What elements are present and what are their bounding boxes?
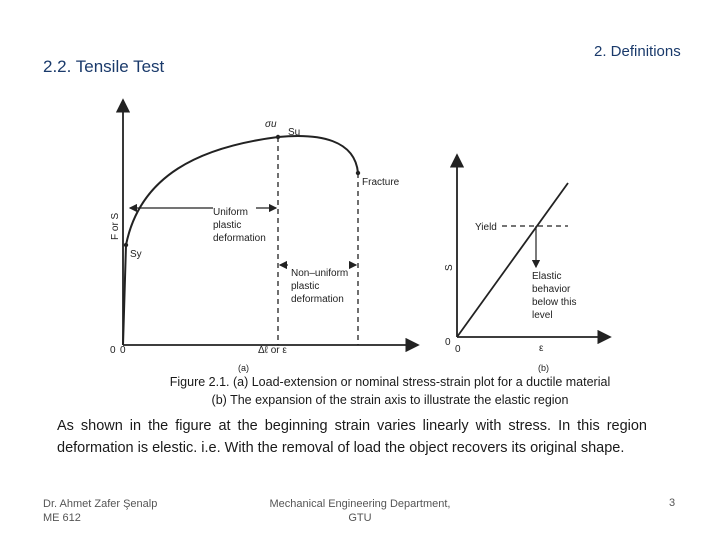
panel-a-sigma-u: σu <box>265 119 277 130</box>
panel-a-yield-point <box>124 243 128 247</box>
footer-department-block <box>255 497 465 525</box>
elastic-label-3: below this <box>532 297 577 308</box>
page-number: 3 <box>669 497 676 509</box>
slide-title: 2.2. Tensile Test <box>43 57 165 76</box>
nonuniform-label-1: Non–uniform <box>291 268 349 279</box>
panel-a-su-label: Su <box>288 127 301 138</box>
uniform-label-2: plastic <box>213 220 242 231</box>
panel-b-tag: (b) <box>538 363 549 373</box>
panel-a-x-origin: 0 <box>120 345 126 356</box>
nonuniform-label-3: deformation <box>291 294 344 305</box>
panel-a-peak-point <box>276 135 280 139</box>
footer-course: ME 612 <box>43 512 81 524</box>
nonuniform-label-2: plastic <box>291 281 320 292</box>
stress-strain-figure <box>100 95 640 373</box>
elastic-label-4: level <box>532 310 553 321</box>
footer-dept-line-1: Mechanical Engineering Department, <box>269 498 451 510</box>
body-paragraph: As shown in the figure at the beginning strain varies linearly with stress. In this region deformation is elestic. i.e. With the removal of load the object recovers its original shape. <box>57 418 647 456</box>
panel-a-sy-label: Sy <box>130 249 142 260</box>
caption-line-1: Figure 2.1. (a) Load-extension or nominal stress-strain plot for a ductile material <box>169 375 611 389</box>
footer-author: Dr. Ahmet Zafer Şenalp <box>43 498 158 510</box>
figure-caption <box>100 373 680 409</box>
panel-b-origin: 0 <box>445 337 451 348</box>
elastic-label-2: behavior <box>532 284 571 295</box>
elastic-label-1: Elastic <box>532 271 562 282</box>
panel-b-x-origin: 0 <box>455 344 461 355</box>
panel-b-yield-label: Yield <box>475 222 497 233</box>
panel-a-tag: (a) <box>238 363 249 373</box>
panel-a-y-label: F or S <box>110 212 121 240</box>
panel-a-fracture-point <box>356 171 360 175</box>
panel-b-y-label: S <box>444 264 455 271</box>
footer-dept-line-2: GTU <box>348 512 372 524</box>
panel-a-fracture-label: Fracture <box>362 177 400 188</box>
uniform-label-3: deformation <box>213 233 266 244</box>
panel-a-x-label: Δℓ or ε <box>258 345 287 356</box>
caption-line-2: (b) The expansion of the strain axis to illustrate the elastic region <box>211 393 569 407</box>
footer-author-block <box>43 497 157 525</box>
section-title: 2. Definitions <box>594 43 681 60</box>
panel-b-x-label: ε <box>539 343 544 354</box>
uniform-label-1: Uniform <box>213 207 249 218</box>
panel-a-origin: 0 <box>110 345 116 356</box>
